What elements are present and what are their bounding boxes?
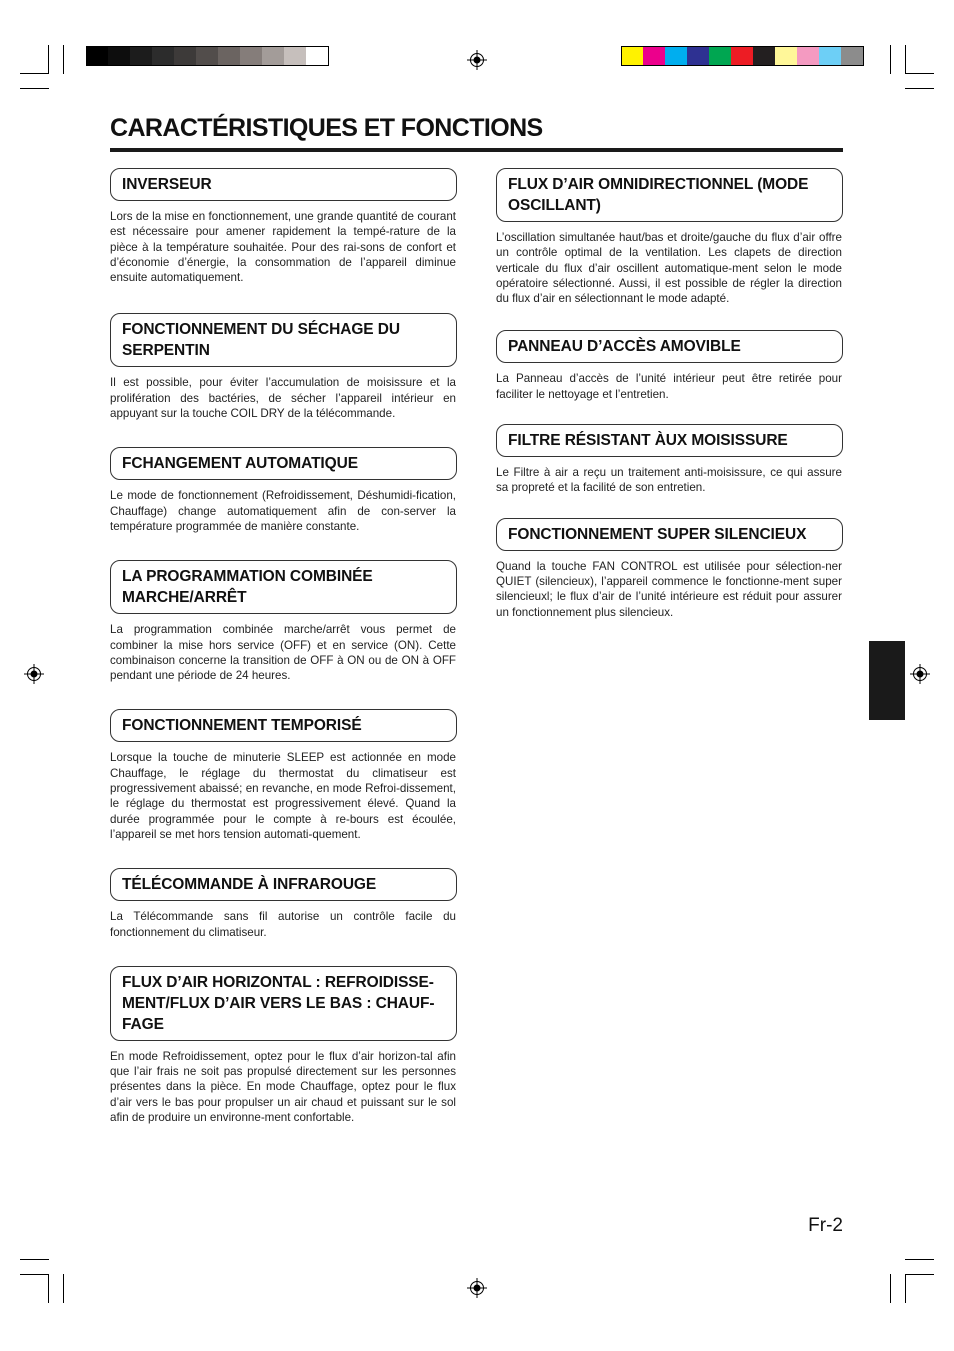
feature-section (110, 709, 457, 842)
right-column (496, 168, 843, 620)
section-heading: FLUX D’AIR HORIZONTAL : REFROIDISSE-MENT/FLUX D’AIR VERS LE BAS : CHAUF-FAGE (110, 966, 457, 1041)
feature-section (496, 168, 843, 306)
section-body: L’oscillation simultanée haut/bas et droite/gauche du flux d’air offre un contrôle optimal de la ventilation. Les clapets de direction verticale du flux d’air oscillent automatique-ment selon le mode opératoire sélectionné. Aussi, il est possible de régler la direction du flux d’air en sélectionnant le mode adapté. (496, 231, 842, 306)
feature-section (110, 560, 457, 683)
page-number: Fr-2 (808, 1215, 843, 1236)
registration-mark-bottom-icon (467, 1278, 487, 1298)
feature-section (110, 447, 457, 534)
registration-mark-right-icon (910, 664, 930, 684)
section-body: Lorsque la touche de minuterie SLEEP est actionnée en mode Chauffage, le réglage du thermostat du climatiseur est progressivement abaissé; en revanche, en mode Refroi-dissement, le réglage du thermostat est progressivement élevé. Quand la durée programmée pour le compte à re-bours est écoulée, l’appareil se met hors tension automati-quement. (110, 751, 456, 841)
feature-section (496, 424, 843, 496)
feature-section (110, 313, 457, 421)
section-heading: LA PROGRAMMATION COMBINÉE MARCHE/ARRÊT (110, 560, 457, 614)
feature-section (110, 868, 457, 940)
language-tab (869, 641, 905, 720)
registration-mark-left-icon (24, 664, 44, 684)
registration-mark-top-icon (467, 50, 487, 70)
left-column (110, 168, 457, 1125)
section-body: Quand la touche FAN CONTROL est utilisée pour sélection-ner QUIET (silencieux), l’appareil commence le fonctionne-ment super silencieuxl; le flux d’air de l’unité intérieure est réduit pour assurer un fonctionnement plus silencieux. (496, 559, 842, 619)
feature-section (496, 518, 843, 620)
feature-section (110, 966, 457, 1125)
feature-section (110, 168, 457, 285)
section-heading: FILTRE RÉSISTANT ÀUX MOISISSURE (496, 424, 843, 457)
section-heading: FLUX D’AIR OMNIDIRECTIONNEL (MODE OSCILLANT) (496, 168, 843, 222)
section-body: Il est possible, pour éviter l’accumulation de moisissure et la prolifération des bactéries, de sécher l’appareil intérieur en appuyant sur la touche COIL DRY de la télécommande. (110, 376, 456, 421)
feature-section (496, 330, 843, 402)
section-heading: FONCTIONNEMENT TEMPORISÉ (110, 709, 457, 742)
section-heading: FCHANGEMENT AUTOMATIQUE (110, 447, 457, 480)
section-body: Le Filtre à air a reçu un traitement anti-moisissure, ce qui assure sa propreté et la facilité de son entretien. (496, 466, 842, 495)
section-body: La Panneau d’accès de l’unité intérieur peut être retirée pour faciliter le nettoyage et l’entretien. (496, 372, 842, 401)
section-heading: FONCTIONNEMENT SUPER SILENCIEUX (496, 518, 843, 551)
section-body: Le mode de fonctionnement (Refroidissement, Déshumidi-fication, Chauffage) change automatiquement afin de con-server la température programmée de manière constante. (110, 489, 456, 533)
section-body: Lors de la mise en fonctionnement, une grande quantité de courant est nécessaire pour amener rapidement la tempé-rature de la pièce à la température souhaitée. Pour des rai-sons de confort et d’économie d’énergie, la consommation de l’appareil diminue ensuite automatiquement. (110, 210, 456, 285)
page-title: CARACTÉRISTIQUES ET FONCTIONS (110, 114, 543, 142)
section-body: En mode Refroidissement, optez pour le flux d’air horizon-tal afin que l’air frais ne soit pas propulsé directement sur les personnes présentes dans la pièce. En mode Chauffage, optez pour le flux d’air vers le bas pour propulser un air chaud et puissant sur le sol afin de produire un environne-ment confortable. (110, 1049, 456, 1125)
section-heading: INVERSEUR (110, 168, 457, 201)
color-bar-frame (86, 46, 329, 66)
section-heading: FONCTIONNEMENT DU SÉCHAGE DU SERPENTIN (110, 313, 457, 367)
section-heading: TÉLÉCOMMANDE À INFRAROUGE (110, 868, 457, 901)
section-heading: PANNEAU D’ACCÈS AMOVIBLE (496, 330, 843, 363)
title-rule (110, 148, 843, 152)
section-body: La Télécommande sans fil autorise un contrôle facile du fonctionnement du climatiseur. (110, 910, 456, 939)
color-bar-frame (621, 46, 864, 66)
section-body: La programmation combinée marche/arrêt vous permet de combiner la mise hors service (OFF) et en service (ON). Cette combinaison concerne la transition de OFF à ON ou de ON à OFF pendant une période de 24 heures. (110, 623, 456, 683)
